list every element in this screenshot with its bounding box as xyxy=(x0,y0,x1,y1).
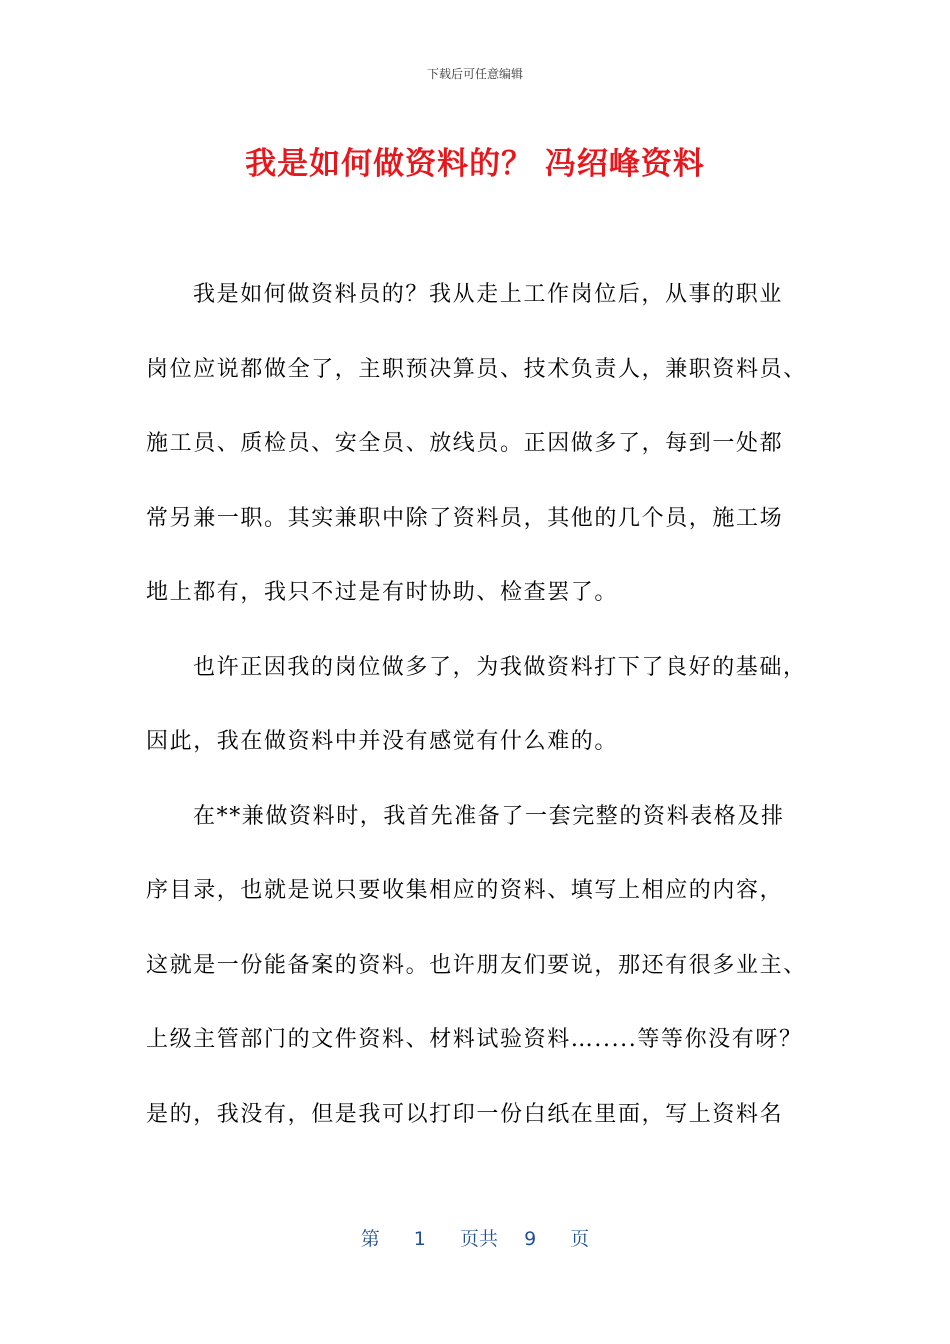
footer-current-page: 1 xyxy=(413,1228,426,1250)
body-line-3: 施工员、质检员、安全员、放线员。正因做多了，每到一处都 xyxy=(146,431,784,456)
body-line-1: 我是如何做资料员的？我从走上工作岗位后，从事的职业 xyxy=(193,282,784,307)
body-line-12: 是的，我没有，但是我可以打印一份白纸在里面，写上资料名 xyxy=(146,1101,784,1127)
body-line-2: 岗位应说都做全了，主职预决算员、技术负责人，兼职资料员、 xyxy=(146,356,807,382)
page-footer xyxy=(0,1224,950,1254)
body-line-11: 上级主管部门的文件资料、材料试验资料….....等等你没有呀？ xyxy=(146,1027,803,1052)
body-line-10: 这就是一份能备案的资料。也许朋友们要说，那还有很多业主、 xyxy=(146,952,807,978)
footer-prefix: 第 xyxy=(360,1228,380,1250)
document-title: 我是如何做资料的？ 冯绍峰资料 xyxy=(245,146,705,182)
body-line-5: 地上都有，我只不过是有时协助、检查罢了。 xyxy=(146,580,619,605)
footer-middle: 页共 xyxy=(459,1228,498,1250)
footer-total-pages: 9 xyxy=(524,1228,537,1250)
page-header-note: 下载后可任意编辑 xyxy=(426,67,523,81)
body-line-9: 序目录，也就是说只要收集相应的资料、填写上相应的内容， xyxy=(146,878,784,903)
body-line-7: 因此，我在做资料中并没有感觉有什么难的。 xyxy=(146,729,619,754)
body-line-8: 在**兼做资料时，我首先准备了一套完整的资料表格及排 xyxy=(193,803,785,829)
footer-suffix: 页 xyxy=(570,1228,590,1250)
body-line-6: 也许正因我的岗位做多了，为我做资料打下了良好的基础， xyxy=(193,654,807,680)
document-body xyxy=(146,272,812,1166)
body-line-4: 常另兼一职。其实兼职中除了资料员，其他的几个员，施工场 xyxy=(146,505,784,531)
